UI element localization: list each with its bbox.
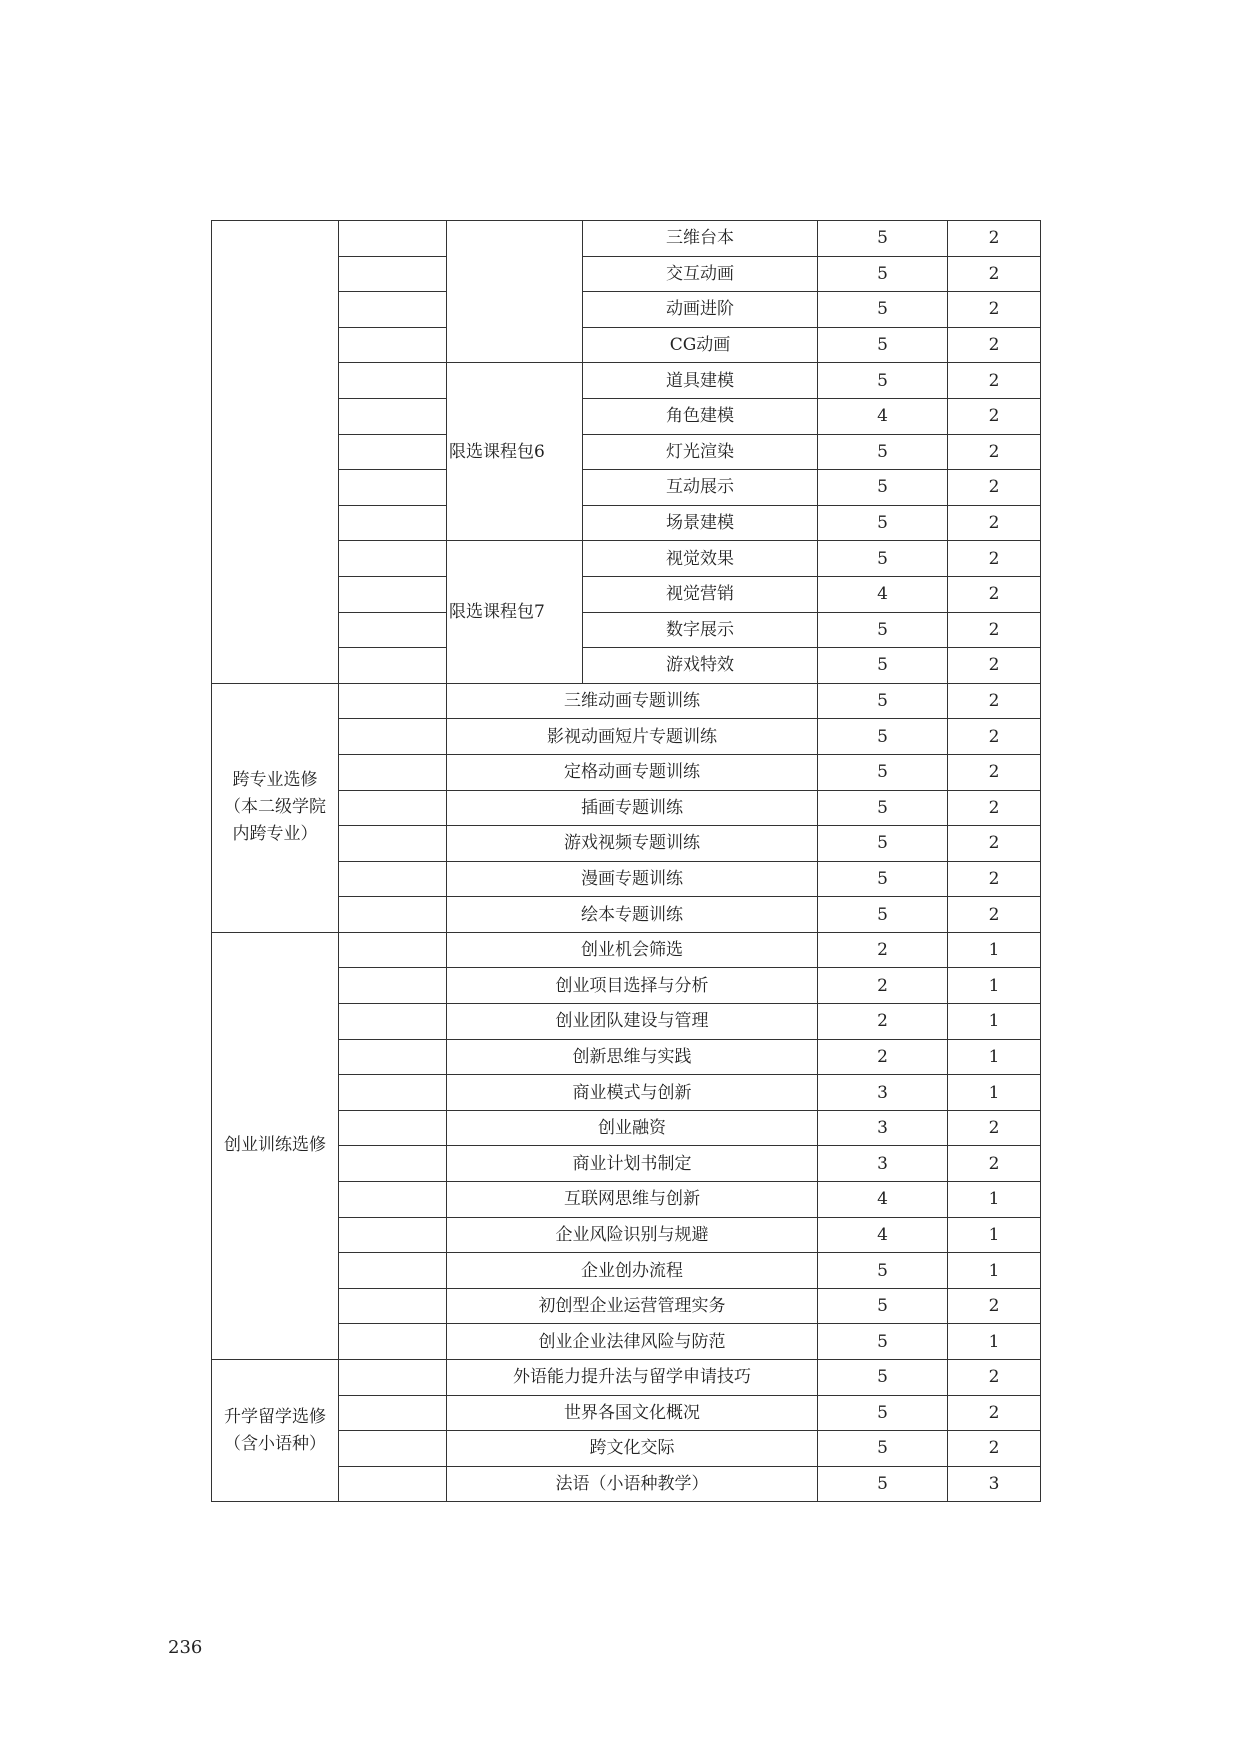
course-value-1: 2 <box>818 968 948 1004</box>
course-name: 世界各国文化概况 <box>447 1395 818 1431</box>
course-value-1: 3 <box>818 1075 948 1111</box>
course-value-2: 1 <box>948 1075 1041 1111</box>
course-name: 商业模式与创新 <box>447 1075 818 1111</box>
course-value-1: 5 <box>818 327 948 363</box>
blank-cell <box>339 470 447 506</box>
package-label: 限选课程包7 <box>447 541 583 683</box>
category-cell <box>212 221 339 684</box>
course-value-2: 2 <box>948 612 1041 648</box>
blank-cell <box>339 541 447 577</box>
course-name: 定格动画专题训练 <box>447 754 818 790</box>
course-value-2: 2 <box>948 1146 1041 1182</box>
course-name: 三维台本 <box>583 221 818 257</box>
course-value-2: 2 <box>948 541 1041 577</box>
course-value-1: 3 <box>818 1146 948 1182</box>
blank-cell <box>339 861 447 897</box>
course-table-body <box>212 221 1041 1502</box>
blank-cell <box>339 1004 447 1040</box>
course-value-1: 5 <box>818 505 948 541</box>
course-value-2: 2 <box>948 861 1041 897</box>
blank-cell <box>339 683 447 719</box>
course-value-1: 5 <box>818 648 948 684</box>
course-name: 企业风险识别与规避 <box>447 1217 818 1253</box>
course-name: CG动画 <box>583 327 818 363</box>
course-value-1: 5 <box>818 292 948 328</box>
course-value-2: 2 <box>948 256 1041 292</box>
blank-cell <box>339 754 447 790</box>
course-value-2: 1 <box>948 1182 1041 1218</box>
course-value-2: 1 <box>948 1253 1041 1289</box>
course-name: 初创型企业运营管理实务 <box>447 1288 818 1324</box>
course-value-1: 5 <box>818 1288 948 1324</box>
blank-cell <box>339 612 447 648</box>
course-value-1: 4 <box>818 576 948 612</box>
course-name: 法语（小语种教学） <box>447 1466 818 1502</box>
course-name: 商业计划书制定 <box>447 1146 818 1182</box>
course-value-2: 2 <box>948 683 1041 719</box>
category-cell: 升学留学选修 （含小语种） <box>212 1360 339 1502</box>
course-name: 创业机会筛选 <box>447 932 818 968</box>
course-name: 创业项目选择与分析 <box>447 968 818 1004</box>
course-value-1: 2 <box>818 1039 948 1075</box>
course-name: 道具建模 <box>583 363 818 399</box>
blank-cell <box>339 826 447 862</box>
course-name: 跨文化交际 <box>447 1431 818 1467</box>
course-name: 漫画专题训练 <box>447 861 818 897</box>
course-name: 互动展示 <box>583 470 818 506</box>
blank-cell <box>339 1146 447 1182</box>
course-value-2: 1 <box>948 1324 1041 1360</box>
course-name: 创业企业法律风险与防范 <box>447 1324 818 1360</box>
course-value-1: 2 <box>818 932 948 968</box>
blank-cell <box>339 1431 447 1467</box>
blank-cell <box>339 221 447 257</box>
blank-cell <box>339 576 447 612</box>
course-name: 互联网思维与创新 <box>447 1182 818 1218</box>
course-value-2: 2 <box>948 292 1041 328</box>
course-value-2: 2 <box>948 897 1041 933</box>
blank-cell <box>339 398 447 434</box>
course-value-1: 5 <box>818 719 948 755</box>
blank-cell <box>339 1360 447 1396</box>
course-value-2: 2 <box>948 1110 1041 1146</box>
course-value-1: 4 <box>818 398 948 434</box>
course-value-1: 5 <box>818 1395 948 1431</box>
course-value-1: 5 <box>818 683 948 719</box>
course-value-1: 5 <box>818 1360 948 1396</box>
course-value-2: 2 <box>948 648 1041 684</box>
course-value-1: 5 <box>818 897 948 933</box>
course-value-2: 2 <box>948 1288 1041 1324</box>
course-name: 绘本专题训练 <box>447 897 818 933</box>
course-value-1: 5 <box>818 256 948 292</box>
course-name: 游戏视频专题训练 <box>447 826 818 862</box>
course-name: 三维动画专题训练 <box>447 683 818 719</box>
course-name: 游戏特效 <box>583 648 818 684</box>
course-name: 插画专题训练 <box>447 790 818 826</box>
course-value-1: 5 <box>818 434 948 470</box>
course-value-2: 1 <box>948 932 1041 968</box>
course-value-1: 2 <box>818 1004 948 1040</box>
blank-cell <box>339 648 447 684</box>
course-value-1: 3 <box>818 1110 948 1146</box>
blank-cell <box>339 1395 447 1431</box>
category-cell: 创业训练选修 <box>212 932 339 1359</box>
course-value-2: 2 <box>948 790 1041 826</box>
course-value-1: 5 <box>818 790 948 826</box>
course-name: 数字展示 <box>583 612 818 648</box>
blank-cell <box>339 1075 447 1111</box>
category-cell: 跨专业选修 （本二级学院 内跨专业） <box>212 683 339 932</box>
course-value-2: 2 <box>948 754 1041 790</box>
package-label <box>447 221 583 363</box>
blank-cell <box>339 1217 447 1253</box>
course-value-2: 2 <box>948 363 1041 399</box>
course-name: 影视动画短片专题训练 <box>447 719 818 755</box>
course-value-1: 5 <box>818 1466 948 1502</box>
course-value-1: 4 <box>818 1182 948 1218</box>
course-value-2: 1 <box>948 968 1041 1004</box>
blank-cell <box>339 1110 447 1146</box>
course-value-2: 1 <box>948 1004 1041 1040</box>
course-value-1: 5 <box>818 470 948 506</box>
blank-cell <box>339 1039 447 1075</box>
table-row <box>212 1360 1041 1396</box>
blank-cell <box>339 363 447 399</box>
course-value-1: 5 <box>818 1431 948 1467</box>
course-value-1: 5 <box>818 541 948 577</box>
course-value-1: 5 <box>818 1324 948 1360</box>
course-value-1: 5 <box>818 754 948 790</box>
course-value-1: 5 <box>818 612 948 648</box>
course-value-2: 2 <box>948 470 1041 506</box>
course-name: 交互动画 <box>583 256 818 292</box>
blank-cell <box>339 256 447 292</box>
course-value-1: 5 <box>818 861 948 897</box>
course-value-2: 2 <box>948 826 1041 862</box>
course-value-2: 2 <box>948 434 1041 470</box>
course-table <box>211 220 1041 1502</box>
course-value-1: 5 <box>818 1253 948 1289</box>
course-value-1: 4 <box>818 1217 948 1253</box>
course-value-2: 2 <box>948 398 1041 434</box>
course-value-2: 2 <box>948 221 1041 257</box>
course-name: 视觉效果 <box>583 541 818 577</box>
course-value-2: 1 <box>948 1039 1041 1075</box>
course-value-2: 2 <box>948 576 1041 612</box>
blank-cell <box>339 434 447 470</box>
course-name: 角色建模 <box>583 398 818 434</box>
blank-cell <box>339 292 447 328</box>
table-row <box>212 932 1041 968</box>
course-value-2: 2 <box>948 505 1041 541</box>
course-name: 动画进阶 <box>583 292 818 328</box>
table-row <box>212 221 1041 257</box>
blank-cell <box>339 968 447 1004</box>
course-value-2: 1 <box>948 1217 1041 1253</box>
blank-cell <box>339 1466 447 1502</box>
blank-cell <box>339 790 447 826</box>
course-value-1: 5 <box>818 826 948 862</box>
course-name: 创业融资 <box>447 1110 818 1146</box>
blank-cell <box>339 1182 447 1218</box>
blank-cell <box>339 932 447 968</box>
course-name: 外语能力提升法与留学申请技巧 <box>447 1360 818 1396</box>
course-name: 创新思维与实践 <box>447 1039 818 1075</box>
blank-cell <box>339 719 447 755</box>
blank-cell <box>339 1324 447 1360</box>
blank-cell <box>339 897 447 933</box>
course-value-2: 3 <box>948 1466 1041 1502</box>
course-value-2: 2 <box>948 327 1041 363</box>
course-name: 创业团队建设与管理 <box>447 1004 818 1040</box>
course-name: 企业创办流程 <box>447 1253 818 1289</box>
course-value-1: 5 <box>818 363 948 399</box>
page-number: 236 <box>168 1637 203 1658</box>
package-label: 限选课程包6 <box>447 363 583 541</box>
table-row <box>212 683 1041 719</box>
blank-cell <box>339 1253 447 1289</box>
blank-cell <box>339 327 447 363</box>
course-name: 场景建模 <box>583 505 818 541</box>
course-value-2: 2 <box>948 1431 1041 1467</box>
course-name: 视觉营销 <box>583 576 818 612</box>
course-value-2: 2 <box>948 1360 1041 1396</box>
course-value-1: 5 <box>818 221 948 257</box>
course-value-2: 2 <box>948 719 1041 755</box>
course-value-2: 2 <box>948 1395 1041 1431</box>
course-name: 灯光渲染 <box>583 434 818 470</box>
blank-cell <box>339 1288 447 1324</box>
blank-cell <box>339 505 447 541</box>
